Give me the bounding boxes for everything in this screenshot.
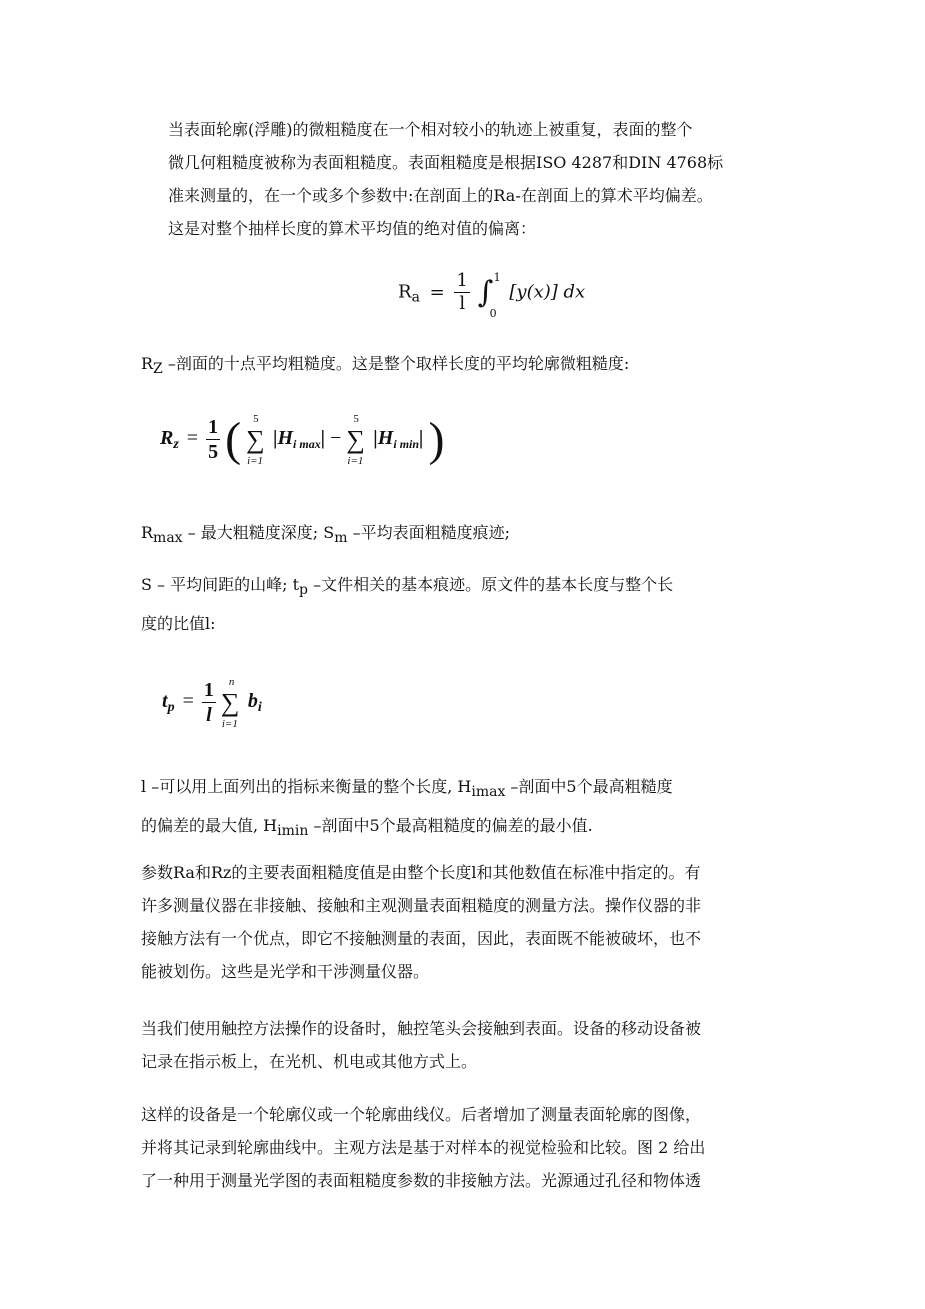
formula-ra-fraction [454,272,469,313]
sum-sign-tp: ∑ n i=1 [220,675,240,730]
term1-sub: i max [293,437,321,452]
rmax-definition [141,516,789,555]
s-line1-a: S – 平均间距的山峰; t [141,575,300,594]
device-paragraph [141,1098,789,1197]
rmax-text: – 最大粗糙度深度; [182,523,324,542]
rmax-symbol: R [141,523,154,542]
text-line [141,770,789,809]
formula-tp-eq: = [182,690,194,713]
sm-text: –平均表面粗糙度痕迹; [347,523,510,542]
text-line: 当表面轮廓(浮雕)的微粗糙度在一个相对较小的轨迹上被重复，表面的整个 [168,120,693,139]
text-line: 参数Ra和Rz的主要表面粗糙度值是由整个长度l和其他数值在标准中指定的。有 [141,863,701,882]
rz-symbol: R [141,354,154,373]
text-line: 度的比值l: [141,614,216,633]
text-line: 接触方法有一个优点，即它不接触测量的表面，因此，表面既不能被破坏，也不 [141,929,702,948]
sum-tp-lower: i=1 [221,717,238,730]
rmax-sub: max [153,530,183,546]
intro-paragraph [168,113,788,245]
s-line1-b: –文件相关的基本痕迹。原文件的基本长度与整个长 [308,575,674,594]
text-line: 这样的设备是一个轮廓仪或一个轮廓曲线仪。后者增加了测量表面轮廓的图像， [141,1105,702,1124]
tp-sub: p [299,582,309,598]
himin-sub: imin [277,823,309,839]
integral-sign: ∫ 1 0 [477,271,501,320]
formula-rz: $R_z$ = $\frac{1}{5}$ ( ∑ 5 i=1 $|H_{i max}|$ − ∑ 5 i=1 $|H_{i min}|$ ) [160,412,445,467]
text-line: 了一种用于测量光学图的表面粗糙度参数的非接触方法。光源通过孔径和物体透 [141,1171,702,1190]
l-definition [141,770,789,848]
l-line1-b: –剖面中5个最高粗糙度 [505,777,673,796]
text-line: 能被划伤。这些是光学和干涉测量仪器。 [141,962,430,981]
formula-rz-lhs: R [160,427,174,450]
formula-ra-numerator: 1 [456,270,468,291]
formula-ra-eq: = [429,281,445,303]
text-line [141,809,789,848]
touch-paragraph [141,1012,789,1078]
term2-sub: i min [393,437,420,452]
formula-rz-lhs-sub: z [173,437,179,453]
formula-ra-body: [y(x)] dx [509,281,586,303]
formula-tp-lhs-sub: p [167,700,175,716]
sum-sign-1: ∑ 5 i=1 [246,412,265,467]
l-line1-a: l –可以用上面列出的指标来衡量的整个长度, H [141,777,472,796]
integral-lower: 0 [489,307,497,320]
term2: |H [373,427,394,450]
rz-definition [141,347,789,386]
sum-sign-2: ∑ 5 i=1 [346,412,365,467]
minus-sign: − [330,427,342,450]
text-line: 准来测量的，在一个或多个参数中:在剖面上的Ra-在剖面上的算术平均偏差。 [168,186,713,205]
himax-sub: imax [471,784,506,800]
term1: |H [273,427,294,450]
sum-1-upper: 5 [253,412,259,425]
l-line2-b: –剖面中5个最高粗糙度的偏差的最小值. [308,816,593,835]
text-line: 当我们使用触控方法操作的设备时，触控笔头会接触到表面。设备的移动设备被 [141,1019,702,1038]
integral-upper: 1 [493,271,501,284]
params-paragraph [141,856,789,988]
rz-sub: Z [153,361,163,377]
s-definition [141,568,789,640]
formula-tp-term-sub: i [257,700,262,716]
formula-tp-fraction [202,680,216,725]
sum-2-upper: 5 [353,412,359,425]
formula-rz-numerator: 1 [208,416,219,438]
formula-tp-term: b [247,690,258,713]
l-line2-a: 的偏差的最大值, H [141,816,278,835]
text-line [141,568,789,607]
formula-rz-denominator: 5 [208,441,219,463]
formula-ra-denominator: l [459,293,466,314]
formula-rz-eq: = [186,427,199,450]
right-paren: ) [428,413,445,466]
sm-sub: m [334,530,348,546]
formula-tp-lhs: t [162,690,168,713]
rz-text: –剖面的十点平均粗糙度。这是整个取样长度的平均轮廓微粗糙度: [162,354,630,373]
text-line: 微几何粗糙度被称为表面粗糙度。表面粗糙度是根据ISO 4287和DIN 4768标 [168,153,724,172]
text-line: 这是对整个抽样长度的算术平均值的绝对值的偏离： [168,219,537,238]
formula-ra-lhs: R [398,281,412,303]
sum-2-lower: i=1 [347,454,364,467]
formula-tp-numerator: 1 [203,679,214,701]
formula-rz-fraction [206,417,220,462]
sum-tp-upper: n [228,675,235,688]
left-paren: ( [225,413,242,466]
text-line: 记录在指示板上，在光机、机电或其他方式上。 [141,1052,478,1071]
formula-ra [398,270,586,320]
formula-tp [162,675,262,730]
sum-1-lower: i=1 [247,454,264,467]
sm-symbol: S [323,523,335,542]
formula-tp-denominator: l [206,704,212,726]
formula-ra-lhs-sub: a [411,289,420,306]
text-line: 并将其记录到轮廓曲线中。主观方法是基于对样本的视觉检验和比较。图 2 给出 [141,1138,706,1157]
text-line: 许多测量仪器在非接触、接触和主观测量表面粗糙度的测量方法。操作仪器的非 [141,896,702,915]
